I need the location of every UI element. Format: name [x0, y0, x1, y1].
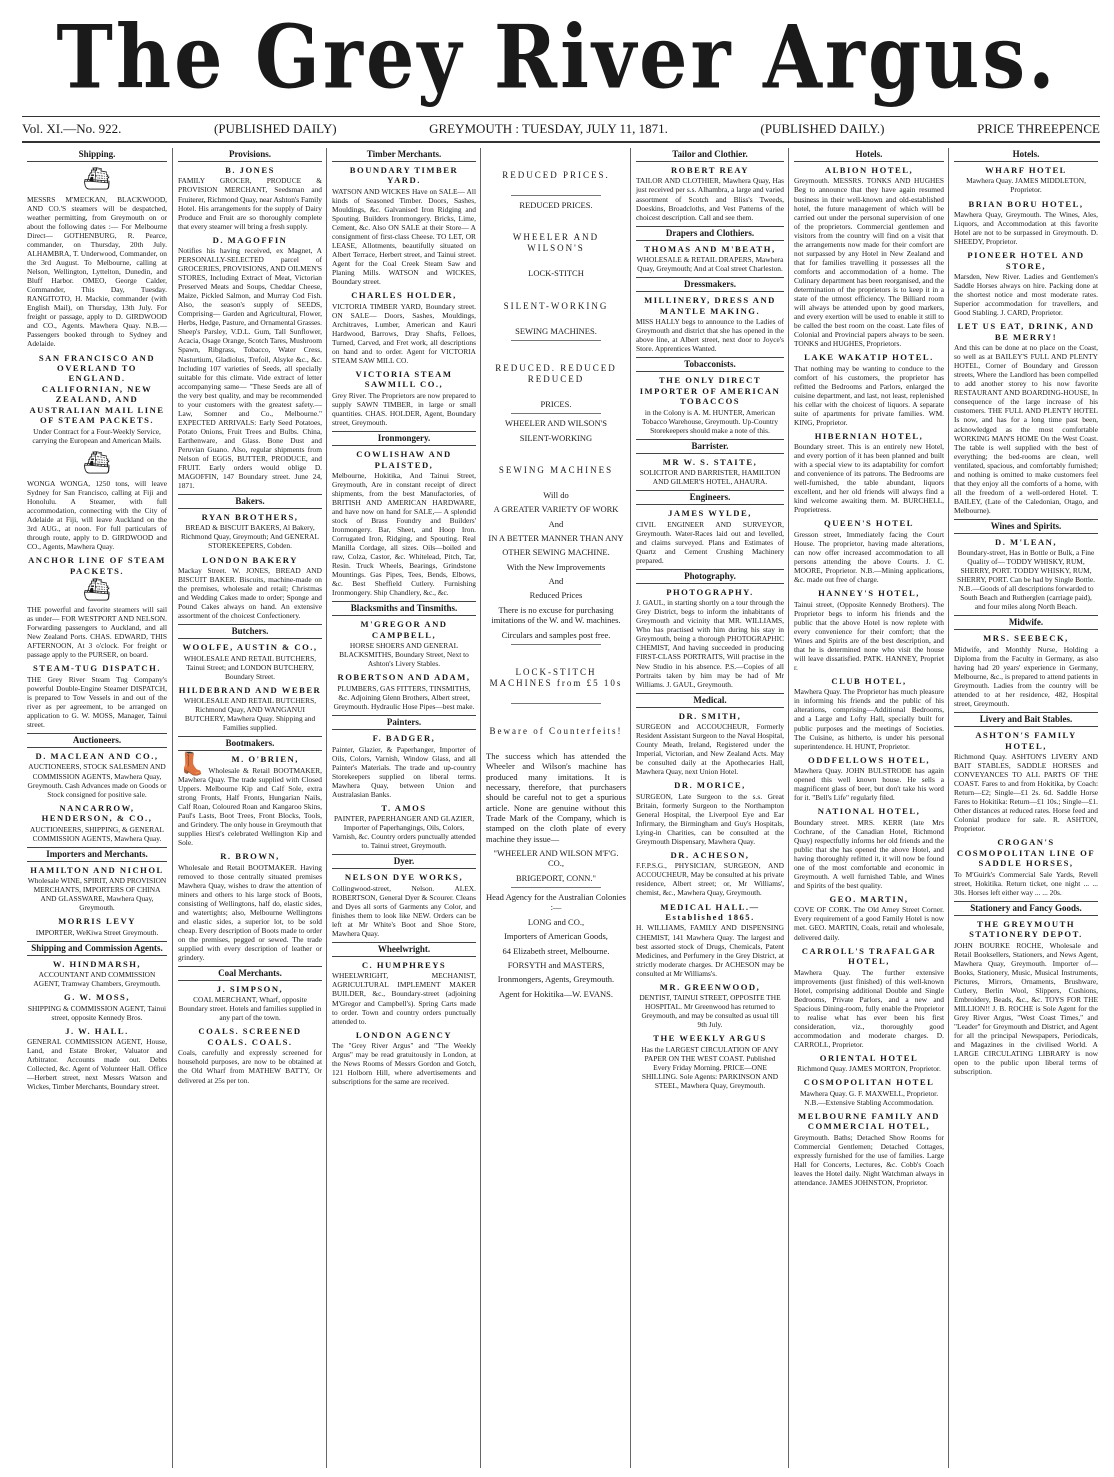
ad-line: Beware of Counterfeits!	[489, 725, 623, 736]
ad-body: Grey River. The Proprietors are now prepared to supply SAWN TIMBER, in large or small quantities. CHAS. HOLDER, Agent, Boundary street, Greymouth.	[332, 390, 476, 428]
ad-body: Under Contract for a Four-Weekly Service, carrying the European and American Mails.	[32, 426, 162, 445]
advertisement	[794, 1111, 944, 1187]
price: PRICE THREEPENCE	[977, 121, 1100, 136]
advertisement	[636, 902, 784, 978]
advertisement	[954, 633, 1098, 708]
ad-heading: RYAN BROTHERS,	[201, 511, 299, 522]
ad-heading: F. BADGER,	[372, 733, 436, 744]
advertisement	[27, 803, 167, 843]
ad-line: LOCK-STITCH	[528, 268, 584, 279]
divider	[511, 413, 601, 414]
ad-body: That nothing may be wanting to conduce to the comfort of his customers, the proprietor has refitted the Bedrooms and Parlors, enlarged the cuisine department, and last, not least, replenished his cellar with the choicest of liquors. A separate suite of apartments for private families. WM. KING, Proprietor.	[794, 363, 944, 427]
advertisement	[332, 672, 476, 711]
ad-line: "WHEELER AND WILSON M'F'G. CO.,	[493, 848, 619, 869]
ad-heading: STEAM-TUG DISPATCH.	[33, 663, 161, 674]
masthead	[0, 0, 1114, 108]
ad-body: BREAD & BISCUIT BAKERS, Al Bakery, Richmond Quay, Greymouth; And GENERAL STOREKEEPERS, Cobden.	[180, 523, 320, 551]
ad-body: Painter, Glazier, & Paperhanger, Importer of Oils, Colors, Varnish, Window Glass, and all Painter's Materials. The trade and up-country Storekeepers supplied on liberal terms. Mawhera Quay, between Union and Australasian Banks.	[332, 744, 476, 799]
advertisement	[332, 290, 476, 365]
ad-line: LOCK-STITCH MACHINES from £5 10s	[489, 666, 623, 688]
ad-heading: COSMOPOLITAN HOTEL	[803, 1077, 935, 1088]
advertisement	[794, 1053, 944, 1074]
advertisement	[794, 165, 944, 348]
ad-body: Melbourne, Hokitika, And Tainui Street, Greymouth, Are in constant receipt of direct shipments, from the best Manufactories, of BRITISH AND AMERICAN HARDWARE, and have now on hand for SALE,— A splendid stock of Brass Foundry and Builders' Ironmongery. Bar, Sheet, and Hoop Iron. Corrugated Iron, Ridging, and Spouting. Real Manilla Cordage, all sizes. Oils—boiled and raw, Colza, Castor, &c. Whitelead, Pitch, Tar, Resin. Truck Wheels, Bearings, Grindstone Mountings. Gas Pipes, Tees, Bends, Elbows, &c. Best Sheffield Cutlery. Furnishing Ironmongery. Ship Chandlery, &c., &c.	[332, 471, 476, 598]
ad-body: JOHN BOURKE ROCHE, Wholesale and Retail Booksellers, Stationers, and News Agent, Mawhera Quay, Greymouth. Importer of— Books, Stationery, Music, Musical Instruments, Pictures, Mirrors, Ornaments, Brushware, Cutlery, Berlin Wool, Slippers, Cushions, Embroidery, Beads, &c., &c. TOYS FOR THE MILLION!! J. B. ROCHE is Sole Agent for the Grey River Argus, "West Coast Times," and "Leader" for Greymouth and District, and Agent for all the principal Newspapers, Periodicals, and Magazines in the civilised World. A LARGE CIRCULATING LIBRARY is now open to the public upon liberal terms of subscription.	[954, 940, 1098, 1077]
ad-body: IMPORTER, WeKiwa Street Greymouth.	[35, 927, 159, 937]
ad-heading: HIBERNIAN HOTEL,	[814, 430, 924, 441]
advertisement	[794, 431, 944, 515]
ad-body: Boundary street. MRS. KERR (late Mrs Cochrane, of the Canadian Hotel, Richmond Quay) respectfully informs her old friends and the public that she has opened the above Hotel, and having thoroughly refitted it, it will now be found one of the most comfortable and economic in Greymouth. A well furnished Table, and Wines and Spirits of the best quality.	[794, 817, 944, 890]
ad-body: Mawhera Quay. JAMES MIDDLETON, Proprietor.	[966, 176, 1086, 195]
ad-line: With the New Improvements	[506, 561, 606, 572]
advertisement	[636, 780, 784, 846]
section-heading: Butchers.	[178, 624, 322, 639]
advertisement	[794, 806, 944, 890]
ad-body: WHOLESALE AND RETAIL BUTCHERS, Richmond Quay, AND WANGANUI BUTCHERY, Mawhera Quay. Shipping and Families supplied.	[183, 696, 317, 733]
ad-body: FAMILY GROCER, PRODUCE & PROVISION MERCHANT, Seedsman and Fruiterer, Richmond Quay, near Ashton's Family Hotel. His arrangements for the supply of Dairy Produce and Fruit are so thoroughly complete that every steamer will bring a fresh supply.	[178, 176, 322, 231]
advertisement	[332, 960, 476, 1026]
ad-line: IN A BETTER MANNER THAN ANY	[488, 533, 624, 544]
section-heading: Wheelwright.	[332, 942, 476, 957]
ad-heading: PHOTOGRAPHY.	[666, 586, 754, 597]
ad-line: The success which has attended the Wheeler and Wilson's machine has produced many imitations. It is necessary, therefore, that purchasers should be careful not to get a spurious article. None are genuine without this Trade Mark of the Company, which is stamped on the cloth plate of every machine they issue—	[486, 750, 626, 844]
boot-icon: 👢	[178, 751, 206, 777]
ad-body: Mawhera Quay. JOHN BULSTRODE has again opened this well known house. He sells a magnificent glass of beer, but don't take his word for it. "Bell's Life" regularly filed.	[794, 766, 944, 803]
ad-body: THE Grey River Steam Tug Company's powerful Double-Engine Steamer DISPATCH, is prepared to Tow Vessels in and out of the river as per agreement, to be arranged on application to G. W. MOSS, Manager, Tainui street.	[27, 674, 167, 729]
ad-body: Marsden, New River. Ladies and Gentlemen's Saddle Horses always on hire. Packing done at the shortest notice and most moderate rates. Superior accommodation for travellers, and Good Stabling. J. CARD, Proprietor.	[954, 272, 1098, 318]
section-heading: Medical.	[636, 693, 784, 708]
advertisement	[794, 352, 944, 427]
ad-body: SOLICITOR AND BARRISTER, HAMILTON AND GILMER'S HOTEL, AHAURA.	[639, 468, 781, 487]
ad-body: F.F.P.S.G., PHYSICIAN, SURGEON, AND ACCOUCHEUR, May be consulted at his private residence, Albert street; or, Mr Williams', chemist, &c., Mawhera Quay, Greymouth.	[636, 861, 784, 898]
advertisement	[178, 751, 322, 848]
ad-heading: CARROLL'S TRAFALGAR HOTEL,	[801, 945, 937, 967]
ad-heading: COALS. SCREENED COALS. COALS.	[198, 1026, 302, 1047]
advertisement	[636, 375, 784, 435]
advertisement	[954, 321, 1098, 515]
steamship-icon: ⛴	[83, 449, 111, 475]
advertisement	[332, 803, 476, 851]
advertisement	[794, 676, 944, 751]
ad-heading: R. BROWN,	[220, 851, 280, 862]
ad-line: SILENT-WORKING	[519, 432, 593, 443]
ad-heading: COWLISHAW AND PLAISTED,	[356, 449, 452, 470]
newspaper-title: The Grey River Argus.	[56, 6, 1058, 109]
advertisement	[954, 730, 1098, 833]
advertisement	[636, 295, 784, 353]
steamship-icon: ⛴	[83, 577, 111, 603]
ad-heading: DR. MORICE,	[674, 780, 746, 791]
ad-line: WHEELER AND WILSON'S	[512, 232, 600, 254]
column-4-sewing-machines	[480, 148, 631, 1468]
ad-body: Midwife, and Monthly Nurse, Holding a Diploma from the Faculty in Germany, as also having had 20 years' experience in Germany, Melbourne, &c., is prepared to attend patients in Greymouth. Ladies from the country will be attended to at her residence, 482, Hospital street, Greymouth.	[954, 644, 1098, 709]
advertisement	[794, 1077, 944, 1107]
ad-heading: CROGAN'S COSMOPOLITAN LINE OF SADDLE HORSES,	[956, 837, 1096, 869]
advertisement	[954, 165, 1098, 195]
advertisement	[794, 518, 944, 584]
section-heading: Shipping.	[27, 148, 167, 162]
ad-heading: WOOLFE, AUSTIN & CO.,	[182, 642, 318, 653]
ad-body: Tainui street, (Opposite Kennedy Brothers). The Proprietor begs to inform his friends and the public that the above Hotel is now replete with every convenience for their comfort; that the Wines and Spirits are of the best description, and that he is determined none who visit the house will leave dissatisfied. PATK. HANNEY, Propriet r.	[794, 599, 944, 672]
ad-line: OTHER SEWING MACHINE.	[502, 547, 610, 558]
ad-heading: THOMAS AND M'BEATH,	[644, 243, 776, 254]
ad-heading: LET US EAT, DRINK, AND BE MERRY!	[957, 321, 1095, 342]
ad-body: Notifies his having received, ex Magnet, A PERSONALLY-SELECTED parcel of GROCERIES, PROVISIONS, AND OILMEN'S STORES, Including Extract of Meat, Victorian Preserved Meats and Soups, Cheddar Cheese, Maize, Pickled Salmon, and Murray Cod Fish. Also, the season's supply of SEEDS, Comprising— Garden and Agricultural, Flower, Herbs, Hedge, Pasture, and Ornamental Grasses. Sheep's Parsley, V.D.L. Gum, Tall Sunflower, Acacia, Osage Orange, Scotch Tares, Mushroom Spawn, Ribgrass, Tobacco, Water Cress, Nasturtium, Gladiolus, Trefoil, Alsyke &c., &c. Including 107 varieties of Seeds, all specially suitable for this climate. Vide extract of letter accompanying same— "These Seeds are all of the very best quality, and may be recommended to your customers with the greatest safety.—Law, Somner and Co., Melbourne." EXPECTED ARRIVALS: Early Seed Potatoes, Potato Onions, Fruit Trees and Bulbs. China, Earthenware, and Glass. Bone Dust and Peruvian Guano. Also, regular shipments from Nelson of EGGS, BUTTER, PRODUCE, and FRUIT. Early orders would oblige D. MAGOFFIN, 147 Boundary street. June 24, 1871.	[178, 246, 322, 490]
advertisement	[332, 872, 476, 938]
ad-heading: C. HUMPHREYS	[361, 959, 447, 970]
ad-body: Mawhera Quay. G. F. MAXWELL, Proprietor. N.B.—Extensive Stabling Accommodation.	[799, 1088, 939, 1107]
ad-heading: M. O'BRIEN,	[231, 754, 299, 765]
advertisement	[178, 642, 322, 681]
ad-line: Ironmongers, Agents, Greymouth.	[497, 974, 615, 985]
ad-body: Mawhera Quay, Greymouth. The Wines, Ales, Liquors, and Accommodation at this favorite Hotel are not to be surpassed in Greymouth. D. SHEEDY, Proprietor.	[954, 210, 1098, 247]
ad-line: Circulars and samples post free.	[501, 629, 611, 640]
advertisement	[636, 244, 784, 274]
columns	[22, 148, 1102, 1468]
ad-body: H. WILLIAMS, FAMILY AND DISPENSING CHEMIST, 141 Mawhera Quay. The largest and best assorted stock of Drugs, Chemicals, Patent Medicines, and Perfumery in the Grey District, at strictly moderate charges. Dr ACHESON may be consulted at Mr Williams's.	[636, 923, 784, 978]
section-heading: Tobacconists.	[636, 357, 784, 372]
advertisement	[636, 1033, 784, 1090]
ad-line: SEWING MACHINES	[498, 464, 614, 475]
advertisement	[332, 619, 476, 668]
ad-heading: LAKE WAKATIP HOTEL.	[804, 352, 934, 363]
ad-line: Agent for Hokitika—W. EVANS.	[498, 988, 614, 999]
ad-heading: ROBERT REAY	[670, 164, 750, 175]
section-heading: Bootmakers.	[178, 736, 322, 751]
ad-body: Coals, carefully and expressly screened for household purposes, are now to be obtained at the Old Wharf from MATHEW BATTY, Or delivered at 25s per ton.	[178, 1048, 322, 1085]
ad-body: WHOLESALE AND RETAIL BUTCHERS, Tainui Street; and LONDON BUTCHERY, Boundary Street.	[183, 653, 317, 681]
ad-heading: HAMILTON AND NICHOL	[30, 864, 164, 875]
ad-body: CIVIL ENGINEER AND SURVEYOR, Greymouth. Water-Races laid out and levelled, and claims surveyed. Plans and Estimates of Quartz and Cement Crushing Machinery prepared.	[636, 519, 784, 565]
section-heading: Wines and Spirits.	[954, 519, 1098, 534]
ad-body: Mackay Street. W. JONES, BREAD AND BISCUIT BAKER. Biscuits, machine-made on the premises, wholesale and retail; Christmas and Wedding Cakes made to order; Sponge and Pound Cakes always on hand. An extensive assortment of the choicest Confectionery.	[178, 566, 322, 621]
section-heading: Importers and Merchants.	[27, 847, 167, 862]
ad-heading: G. W. MOSS,	[64, 992, 130, 1003]
ad-heading: NANCARROW, HENDERSON, & CO.,	[41, 802, 153, 824]
ad-heading: MELBOURNE FAMILY AND COMMERCIAL HOTEL,	[798, 1110, 940, 1132]
ad-body: Gresson street, Immediately facing the Court House. The proprietor, having made alterations, can now offer increased accommodation to all persons attending the above Courts. J. C. MOORE, Proprietor. N.B.—Mining applications, &c. made out free of charge.	[794, 529, 944, 585]
advertisement	[178, 165, 322, 231]
column-2	[172, 148, 327, 1468]
advertisement	[178, 512, 322, 551]
advertisement	[27, 555, 167, 659]
advertisement	[178, 984, 322, 1023]
advertisement	[636, 457, 784, 487]
ad-heading: QUEEN'S HOTEL	[824, 518, 914, 529]
advertisement	[332, 1030, 476, 1087]
ad-body: Has the LARGEST CIRCULATION OF ANY PAPER ON THE WEST COAST. Published Every Friday Morning. PRICE—ONE SHILLING. Sole Agents: PARKINSON AND STEEL, Mawhera Quay, Greymouth.	[641, 1044, 779, 1090]
section-heading: Drapers and Clothiers.	[636, 226, 784, 241]
ad-body: Greymouth. MESSRS. TONKS AND HUGHES Beg to announce that they have again resumed business in their well-known and old-established hotel, the future management of which will be carried out under the personal supervision of one of the proprietors. Commercial gentlemen and visitors from the country will find on a visit that the arrangements now made for their comfort are not surpassed by any Hotel in New Zealand and that for families travelling it possesses all the comforts and accommodation of a home. The Culinary department has been reorganised, and the determination of the proprietors is to keep it in a state of the utmost efficiency. The Billiard room will always be attended upon by good markers, and every exertion will be used to enable it still to be called the best room on the coast. Late files of Colonial and Provincial papers always to be seen. TONKS and HUGHES, Proprietors.	[794, 176, 944, 349]
dateline-bar	[22, 116, 1100, 143]
ad-heading: D. MACLEAN AND CO.,	[35, 751, 159, 761]
ad-heading: MR. GREENWOOD,	[659, 981, 761, 992]
ad-body: COVE OF CORK. The Old Arney Street Corner. Every requirement of a good Family Hotel is now met. GEO. MARTIN, Coals, retail and wholesale, delivered daily.	[794, 905, 944, 942]
ad-heading: THE WEEKLY ARGUS	[653, 1033, 767, 1044]
ad-heading: VICTORIA STEAM SAWMILL CO.,	[355, 368, 453, 390]
advertisement	[27, 992, 167, 1022]
ad-heading: CLUB HOTEL,	[831, 675, 907, 686]
ad-heading: JAMES WYLDE,	[668, 508, 752, 519]
ad-line: WHEELER AND WILSON'S	[505, 418, 607, 429]
ad-heading: M'GREGOR AND CAMPBELL,	[360, 619, 448, 640]
column-3	[326, 148, 481, 1468]
steamship-icon: ⛴	[83, 165, 111, 191]
volume-number: Vol. XI.—No. 922.	[22, 121, 122, 136]
column-1	[22, 148, 172, 1468]
advertisement	[954, 537, 1098, 612]
ad-heading: THE ONLY DIRECT IMPORTER OF AMERICAN TOBACCOS	[639, 375, 781, 407]
section-heading: Painters.	[332, 715, 476, 730]
ad-heading: MR W. S. STAITE,	[662, 456, 758, 467]
column-7	[948, 148, 1103, 1468]
ad-line: A GREATER VARIETY OF WORK	[493, 504, 619, 515]
ad-line: Reduced Prices	[529, 590, 583, 601]
section-heading: Stationery and Fancy Goods.	[954, 901, 1098, 916]
ad-body: The "Grey River Argus" and "The Weekly Argus" may be read gratuitously in London, at the News Rooms of Messrs Gordon and Gotch, 121 Holborn Hill, where advertisements and subscriptions for the same are received.	[332, 1041, 476, 1087]
ad-heading: MORRIS LEVY	[58, 916, 136, 927]
ad-body: WHEELWRIGHT, MECHANIST, AGRICULTURAL IMPLEMENT MAKER BUILDER, &c., Boundary-street (adjoining M'Gregor and Campbell's). Spring Carts made to order. Town and country orders punctually attended to.	[332, 971, 476, 1026]
ad-heading: ALBION HOTEL,	[824, 164, 914, 175]
ad-body: PAINTER, PAPERHANGER AND GLAZIER, Importer of Paperhangings, Oils, Colors, Varnish, &c. Country orders punctually attended to. Tainui street, Greymouth.	[332, 814, 476, 851]
ad-heading: W. HINDMARSH,	[52, 958, 142, 969]
ad-body: Mawhera Quay. The Proprietor has much pleasure in informing his friends and the public of his alterations, comprising—Additional Bedrooms, and a Large and Lofty Hall, specially built for public purposes and the meetings of Societies. The Cuisine, as hitherto, is under his personal superintendence. H. HUNT, Proprietor.	[794, 687, 944, 751]
advertisement	[794, 946, 944, 1049]
ad-line: REDUCED PRICES.	[519, 199, 593, 210]
ad-heading: J. W. HALL.	[65, 1025, 129, 1036]
section-heading: Provisions.	[178, 148, 322, 162]
advertisement	[178, 1026, 322, 1084]
ad-line: Will do	[543, 489, 569, 500]
ad-heading: NELSON DYE WORKS,	[344, 872, 464, 883]
ad-heading: MILLINERY, DRESS AND MANTLE MAKING.	[644, 295, 776, 316]
ad-heading: B. JONES	[225, 164, 275, 175]
ad-body: Wholesale WINE, SPIRIT, AND PROVISION MERCHANTS, IMPORTERS OF CHINA AND GLASSWARE, Mawhera Quay, Greymouth.	[27, 876, 167, 913]
ad-heading: ODDFELLOWS HOTEL,	[808, 754, 930, 765]
ad-heading: SAN FRANCISCO AND OVERLAND TO ENGLAND.	[38, 352, 156, 384]
divider	[511, 703, 601, 704]
ad-body: HORSE SHOERS AND GENERAL BLACKSMITHS, Boundary Street, Next to Ashton's Livery Stables.	[339, 641, 469, 669]
ad-body: WHOLESALE & RETAIL DRAPERS, Mawhera Quay, Greymouth; And at Coal street Charleston.	[636, 255, 784, 274]
ad-body: Mawhera Quay. The further extensive improvements (just finished) of this well-known Hotel, comprising additional Double and Single Bedrooms, Private Parlors, and a new and Spacious Dining-room, fully enable the Proprietor to realise what has ever been his first consideration, viz., thoroughly good accommodation and moderate charges. D. CARROLL, Proprietor.	[794, 967, 944, 1049]
section-heading: Dyer.	[332, 854, 476, 869]
advertisement	[27, 663, 167, 729]
divider	[511, 340, 601, 341]
section-heading: Blacksmiths and Tinsmiths.	[332, 601, 476, 616]
column-6	[788, 148, 949, 1468]
ad-body: PLUMBERS, GAS FITTERS, TINSMITHS, &c. Adjoining Glenn Brothers, Albert street, Greymouth. Hydraulic Hose Pipes—best make.	[333, 683, 475, 712]
ad-body: THE powerful and favorite steamers will sail as under— FOR WESTPORT AND NELSON. Forwarding passengers to Auckland, and all New Zealand Ports. CHAS. EDWARD, THIS AFTERNOON, At 3 o'clock. For freight or passage apply to the PURSER, on board.	[27, 605, 167, 660]
ad-body: SURGEON and ACCOUCHEUR, Formerly Resident Assistant Surgeon to the Naval Hospital, County Meath, Ireland, Registered under the Imperial, Victorian, and New Zealand Acts. May be consulted daily at the Apothecaries Hall, Mawhera Quay, next Union Hotel.	[636, 722, 784, 777]
ad-heading: T. AMOS	[381, 802, 427, 813]
ad-line: BRIGEPORT, CONN."	[515, 872, 596, 883]
advertisement	[636, 711, 784, 777]
place-date: GREYMOUTH : TUESDAY, JULY 11, 1871.	[429, 121, 668, 136]
section-heading: Timber Merchants.	[332, 148, 476, 162]
section-heading: Engineers.	[636, 490, 784, 505]
section-heading: Coal Merchants.	[178, 966, 322, 981]
advertisement	[27, 195, 167, 349]
advertisement	[27, 865, 167, 913]
section-heading: Midwife.	[954, 615, 1098, 630]
ad-body: Collingwood-street, Nelson. ALEX. ROBERTSON, General Dyer & Scourer. Cleans and Dyes all sorts of Garments any Color, and finishes them to look like NEW. Orders can be left at Mr White's Boot and Shoe Store, Mawhera Quay.	[332, 883, 476, 938]
ad-body: Greymouth. Baths; Detached Show Rooms for Commercial Gentlemen; Detached Cottages, expressly furnished for the use of families. Large Hall for Concerts, Lectures, &c. Cobb's Coach leaves the Hotel daily. Night Watchman always in attendance. JAMES JOHNSTON, Proprietor.	[794, 1132, 944, 1187]
advertisement	[954, 250, 1098, 317]
advertisement	[794, 755, 944, 803]
advertisement	[954, 199, 1098, 247]
ad-body: SURGEON, Late Surgeon to the s.s. Great Britain, formerly Surgeon to the Northampton General Hospital, the Liverpool Eye and Ear Infirmary, the Birmingham and Guy's Hospitals, Lying-in Charities, can be consulted at the Greymouth Dispensary, Mawhera Quay.	[636, 791, 784, 846]
ad-heading: HANNEY'S HOTEL,	[818, 588, 920, 599]
ad-body: MESSRS M'MECKAN, BLACKWOOD, AND CO.'S steamers will be despatched, weather permitting, from Greymouth on or about the following dates :— For Melbourne Direct— GOTHENBURG, R. Pearce, commander, on Thursday, 20th July. ALHAMBRA, T. Underwood, Commander, on the 3rd August. To Melbourne, calling at Nelson, Wellington, Lyttelton, Dunedin, and Bluff Harbor. OMEO, George Calder, Commander, This Day, Tuesday. RANGITOTO, H. Mackie, commander (with English Mail), on Thursday, 13th July. For freight or passage, apply to D. GIRDWOOD and CO., Agents. Mawhera Quay. N.B.—Passengers booked through to Sydney and Adelaide.	[27, 194, 167, 349]
ad-heading: LONDON BAKERY	[202, 554, 298, 565]
column-5	[630, 148, 789, 1468]
ad-body: Richmond Quay. ASHTON'S LIVERY AND BAIT STABLES, SADDLE HORSES and CONVEYANCES TO ALL PARTS OF THE COAST. Fares to and from Hokitika, by Coach: Return—£2; Single—£1 2s. 6d. Saddle Horse Fares to Hokitika: Return—£1 10s.; Single—£1. Other distances at reduced rates. Horse feed and Colonial produce for sale. R. ASHTON, Proprietor.	[954, 752, 1098, 834]
ad-heading: PIONEER HOTEL AND STORE,	[967, 250, 1085, 271]
ad-body: Wholesale & Retail BOOTMAKER, Mawhera Quay. The trade supplied with Closed Uppers. Melbourne Kip and Calf Sole, extra strong Fronts, Half Fronts, Hungarian Nails, Calf Roan, Coloured Roan and Kangaroo Skins, Paul's Lasts, Boot Trees, Front Blocks, Tools, and Grindery. The only house in Greymouth that supplies Hirst's celebrated Wellington Kip and Sole.	[178, 765, 322, 848]
ad-line: SEWING MACHINES.	[515, 325, 597, 336]
advertisement	[178, 851, 322, 962]
advertisement	[332, 449, 476, 597]
advertisement	[954, 837, 1098, 897]
ad-heading: J. SIMPSON,	[216, 983, 284, 994]
section-heading: Dressmakers.	[636, 277, 784, 292]
ad-body: GENERAL COMMISSION AGENT, House, Land, and Estate Broker, Valuator and Arbitrator. Accounts made out. Debts Collected, &c. Agent of Volunteer Hall. Office—Herbert street, next Messrs Watson and Wickes, Timber Merchants, Boundary street.	[27, 1037, 167, 1092]
advertisement	[794, 894, 944, 942]
ad-heading: ROBERTSON AND ADAM,	[337, 672, 471, 683]
ad-heading: CHARLES HOLDER,	[351, 290, 457, 301]
ad-heading: NATIONAL HOTEL,	[817, 806, 921, 817]
divider	[511, 887, 601, 888]
advertisement	[27, 751, 167, 799]
ad-body: WONGA WONGA, 1250 tons, will leave Sydney for San Francisco, calling at Fiji and Honolulu. A Steamer, with full accommodation, connecting with the City of Adelaide at Fiji, will leave Auckland on the 3rd AUG., at noon. For full particulars of through route, apply to D. GIRDWOOD and CO., Agents, Mawhera Quay.	[27, 478, 167, 552]
ad-line: Head Agency for the Australian Colonies :—	[486, 892, 626, 913]
ad-body: VICTORIA TIMBER YARD, Boundary street. ON SALE— Doors, Sashes, Mouldings, Architraves, Lumber, American and Kauri Hardwood, Barrows, Dray Shafts, Felloes, Turned, Carved, and Fret work, all descriptions on hand and to order. Agent for VICTORIA STEAM SAW MILL CO.	[332, 301, 476, 365]
ad-heading: ORIENTAL HOTEL	[819, 1052, 919, 1063]
ad-heading: BRIAN BORU HOTEL,	[968, 198, 1084, 209]
ad-line: FORSYTH and MASTERS,	[507, 959, 605, 970]
advertisement	[332, 369, 476, 427]
ad-heading: BOUNDARY TIMBER YARD.	[349, 164, 459, 186]
ad-line: SILENT-WORKING	[503, 300, 609, 311]
ad-body: J. GAUL, in starting shortly on a tour through the Grey District, begs to inform the inhabitants of Greymouth and vicinity that MR. WILLIAMS, Who has practised with him during his stay in Greymouth, being a thorough PHOTOGRAPHIC CHEMIST, And having succeeded in producing FIRST-CLASS PORTRAITS, Will practise in the New Studio in his absence. P.S.—Copies of all Portraits taken by him may be had of Mr Williams. J. GAUL, Greymouth.	[636, 598, 784, 689]
ad-heading: D. M'LEAN,	[994, 536, 1058, 547]
ad-line: And	[548, 518, 564, 529]
advertisement	[178, 685, 322, 733]
advertisement	[954, 919, 1098, 1076]
ad-heading: DR. SMITH,	[678, 710, 742, 721]
ad-heading: WHARF HOTEL	[985, 164, 1067, 175]
ad-heading: THE GREYMOUTH STATIONERY DEPOT.	[969, 918, 1083, 940]
ad-body: AUCTIONEERS, STOCK SALESMEN AND COMMISSION AGENTS, Mawhera Quay, Greymouth. Cash Advances made on Goods or Stock consigned for positive sale.	[27, 762, 167, 799]
section-heading: Bakers.	[178, 494, 322, 509]
section-heading: Tailor and Clothier.	[636, 148, 784, 162]
ad-body: DENTIST, TAINUI STREET, OPPOSITE THE HOSPITAL. Mr Greenwood has returned to Greymouth, and may be consulted as usual till 9th July.	[639, 993, 781, 1030]
ad-body: Richmond Quay. JAMES MORTON, Proprietor.	[797, 1064, 941, 1074]
ad-heading: CALIFORNIAN, NEW ZEALAND, AND AUSTRALIAN MAIL LINE OF STEAM PACKETS.	[29, 383, 165, 426]
advertisement	[636, 850, 784, 898]
ad-body: WATSON AND WICKES Have on SALE— All kinds of Seasoned Timber. Doors, Sashes, Mouldings, &c. Galvanised Iron Ridging and Spouting. Builders Ironmongery. Bricks, Lime, Cement, &c. Also ON SALE at their Store— A consignment of first-class Cheese. TO LET, OR LEASE, Allotments, beautifully situated on Albert Terrace, Herbert street, and Tainui street. Agent for the Coal Creek Steam Saw and Planing Mills. WATSON and WICKES, Boundary street.	[332, 186, 476, 287]
ad-body: in the Colony is A. M. HUNTER, American Tobacco Warehouse, Greymouth. Up-Country Storekeepers should make a note of this.	[641, 407, 779, 435]
advertisement	[27, 1026, 167, 1092]
advertisement	[27, 916, 167, 937]
ad-line: REDUCED. REDUCED REDUCED	[495, 362, 617, 384]
section-heading: Hotels.	[954, 148, 1098, 162]
divider	[511, 195, 601, 196]
ad-line: PRICES.	[540, 398, 572, 409]
advertisement	[178, 555, 322, 621]
ad-heading: MRS. SEEBECK,	[983, 633, 1069, 644]
section-heading: Ironmongery.	[332, 431, 476, 446]
section-heading: Photography.	[636, 569, 784, 584]
divider	[511, 644, 601, 645]
ad-heading: HILDEBRAND AND WEBER	[178, 684, 322, 695]
advertisement	[794, 588, 944, 672]
ad-line: There is no excuse for purchasing imitations of the W. and W. machines.	[491, 604, 621, 626]
advertisement	[332, 165, 476, 286]
ad-heading: D. MAGOFFIN	[212, 234, 288, 245]
ad-body: Boundary-street, Has in Bottle or Bulk, a Fine Quality of— TODDY WHISKY, RUM, SHERRY, PORT. TODDY WHISKY, RUM, SHERRY, PORT. Can be had by Single Bottle. N.B.—Goods of all descriptions forwarded to South Beach and Rutherglen (carriage paid), and four miles along North Beach.	[956, 548, 1096, 612]
advertisement	[636, 982, 784, 1030]
ad-body: ACCOUNTANT AND COMMISSION AGENT, Tramway Chambers, Greymouth.	[33, 970, 161, 989]
ad-heading: LONDON AGENCY	[355, 1029, 453, 1040]
ad-heading: GEO. MARTIN,	[829, 893, 909, 904]
ad-body: Wholesale and Retail BOOTMAKER. Having removed to those centrally situated premises Mawhera Quay, wishes to draw the attention of miners and others to his large stock of Boots, consisting of Wellingtons, half do, elastic sides, and watertights; also, Melbourne Wellingtons and elastic sides, a superior lot, to be sold cheap. Every description of Boots made to order on the premises, pegged or sewed. The trade supplied with every description of leather or grindery.	[178, 862, 322, 962]
advertisement	[178, 235, 322, 490]
ad-heading: DR. ACHESON,	[670, 849, 750, 860]
section-heading: Livery and Bait Stables.	[954, 712, 1098, 727]
ad-line: And	[548, 576, 564, 587]
published-daily-left: (PUBLISHED DAILY)	[213, 121, 337, 136]
ad-body: SHIPPING & COMMISSION AGENT, Tainui street, opposite Kennedy Bros.	[27, 1003, 167, 1022]
published-daily-right: (PUBLISHED DAILY.)	[760, 121, 885, 136]
section-heading: Auctioneers.	[27, 733, 167, 748]
ad-body: To M'Guirk's Commercial Sale Yards, Revell street, Hokitika. Return ticket, one night ... ... 30s. Horses left either way ... ... 20s.	[954, 869, 1098, 897]
ad-body: TAILOR AND CLOTHIER, Mawhera Quay, Has just received per s.s. Alhambra, a large and varied assortment of Scotch and Bliss's Tweeds, Doeskins, Broadcloths, and Vest Patterns of the choicest description. Call and see them.	[636, 176, 784, 222]
advertisement	[27, 479, 167, 551]
ad-body: Boundary street. This is an entirely new Hotel, and every portion of it has been planned and built with a special view to its adaptability for comfort and convenience of its patrons. The Bedrooms are well-furnished, the table abundant, liquors excellent, and her old friends will always find a kind welcome awaiting them. M. BURCHELL, Proprietress.	[794, 442, 944, 515]
ad-line: Importers of American Goods,	[504, 931, 608, 942]
ad-body: AUCTIONEERS, SHIPPING, & GENERAL COMMISSION AGENTS, Mawhera Quay.	[29, 824, 165, 843]
advertisement	[27, 353, 167, 445]
ad-heading: ANCHOR LINE OF STEAM PACKETS.	[28, 555, 166, 576]
ad-line: 64 Elizabeth street, Melbourne.	[502, 945, 610, 956]
section-heading: Shipping and Commission Agents.	[27, 941, 167, 956]
advertisement	[27, 959, 167, 989]
ad-line: REDUCED PRICES.	[502, 170, 610, 180]
advertisement	[636, 508, 784, 565]
advertisement	[636, 587, 784, 689]
section-heading: Barrister.	[636, 439, 784, 454]
ad-body: MISS HALLY begs to announce to the Ladies of Greymouth and district that she has opened in the above line, at Albert street, next door to Joyce's Store. Apprentices Wanted.	[636, 317, 784, 354]
ad-heading: ASHTON'S FAMILY HOTEL,	[975, 730, 1077, 751]
advertisement	[332, 733, 476, 799]
section-heading: Hotels.	[794, 148, 944, 162]
advertisement	[636, 165, 784, 222]
ad-body: COAL MERCHANT, Wharf, opposite Boundary street. Hotels and families supplied in any part of the town.	[178, 995, 322, 1023]
ad-line: LONG and CO.,	[527, 916, 585, 927]
ad-body: And this can be done at no place on the Coast, so well as at BAILEY'S FULL AND PLENTY HOTEL, Corner of Boundary and Gresson streets, Where the Landlord has been compelled to add another storey to his now favorite RESTAURANT AND BOARDING-HOUSE, In consequence of the large increase of his customers. THE FULL AND PLENTY HOTEL Is now, and has for a long time past been, acknowledged as the most comfortable WORKING MAN'S HOME On the West Coast. The table is well supplied with the best of everything; the bed-rooms are clean, well ventilated, spacious, and comfortably furnished; and nothing is omitted to make customers feel that they enjoy all the comforts of a home, with all the freedom of a well-ordered Hotel. T. BAILEY, (Late of the Caledonian, Otago, and Melbourne).	[954, 343, 1098, 515]
ad-heading: MEDICAL HALL.—Established 1865.	[660, 901, 760, 922]
